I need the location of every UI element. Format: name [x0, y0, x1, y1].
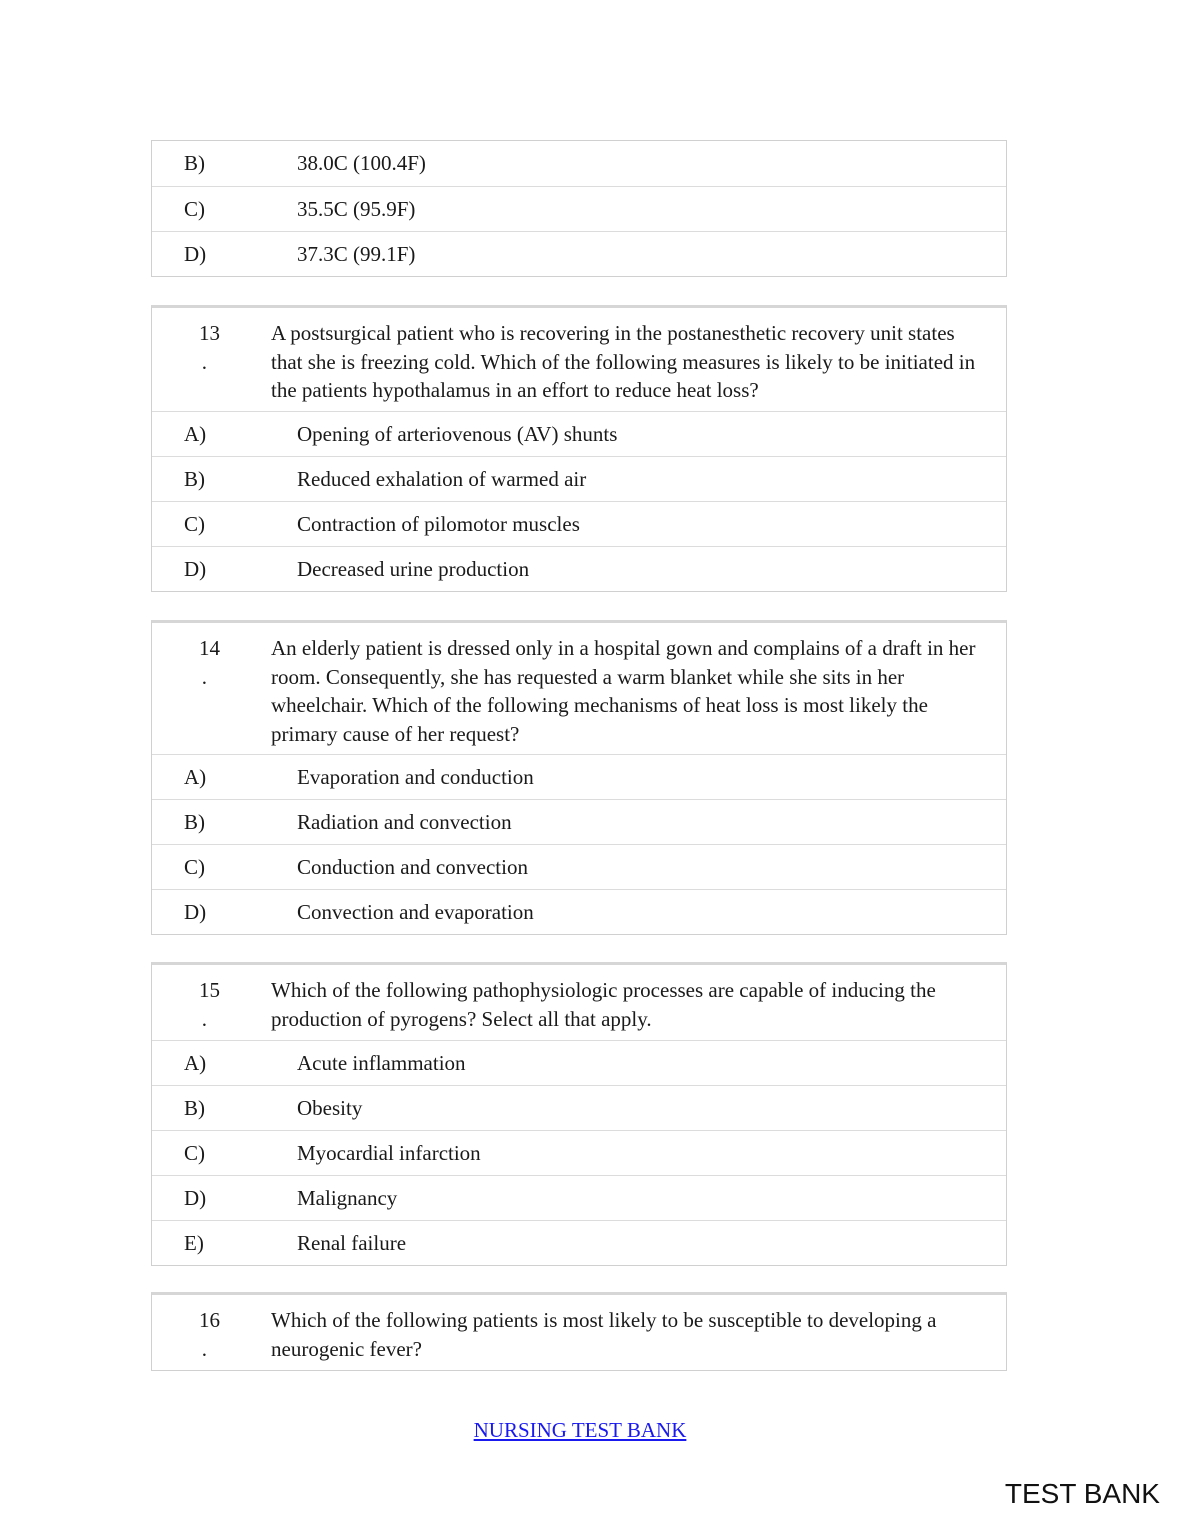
option-text: Malignancy	[297, 1186, 398, 1210]
question-number	[152, 976, 271, 1034]
option-text: Decreased urine production	[297, 556, 530, 581]
answer-option-b[interactable]	[152, 799, 1006, 844]
answer-option-c[interactable]	[152, 501, 1006, 546]
question-13-stem	[152, 308, 1006, 411]
question-number-value: 13	[199, 321, 220, 345]
option-text: 38.0C (100.4F)	[297, 151, 426, 175]
option-letter: A)	[184, 1051, 207, 1075]
option-text: Convection and evaporation	[297, 900, 534, 924]
option-letter: B)	[184, 151, 205, 175]
option-text: 37.3C (99.1F)	[297, 242, 416, 266]
option-text: Opening of arteriovenous (AV) shunts	[297, 421, 618, 446]
question-number-value: 16	[199, 1308, 220, 1332]
question-number-dot: .	[201, 350, 207, 374]
option-text: Conduction and convection	[297, 855, 528, 879]
question-number-value: 15	[199, 978, 220, 1002]
question-number-dot: .	[201, 1337, 207, 1361]
test-bank-watermark: TEST BANK	[1004, 1478, 1160, 1509]
option-text: Radiation and convection	[297, 810, 512, 834]
answer-option-e[interactable]	[152, 1220, 1006, 1265]
question-text: An elderly patient is dressed only in a hospital gown and complains of a draft in her room. Consequently, she has requested a warm blanket while she sits in her wheelchair. Which of the following mechanisms of heat loss is most likely the primary cause of her request?	[271, 636, 976, 746]
answer-option-c[interactable]	[152, 186, 1006, 231]
question-text: Which of the following patients is most likely to be susceptible to developing a neurogenic fever?	[271, 1308, 937, 1361]
option-text: Obesity	[297, 1096, 363, 1120]
question-number-dot: .	[201, 1007, 207, 1031]
option-letter: C)	[184, 1141, 205, 1165]
question-15-block	[151, 962, 1007, 1266]
question-14-block	[151, 620, 1007, 935]
answer-option-d[interactable]	[152, 546, 1006, 591]
answer-option-c[interactable]	[152, 1130, 1006, 1175]
option-letter: C)	[184, 197, 205, 221]
answer-option-b[interactable]	[152, 141, 1006, 186]
question-13-block	[151, 305, 1007, 592]
question-number-dot: .	[201, 665, 207, 689]
question-16-block	[151, 1292, 1007, 1371]
option-text: Reduced exhalation of warmed air	[297, 466, 587, 491]
option-letter: A)	[184, 765, 207, 789]
answer-option-a[interactable]	[152, 1040, 1006, 1085]
answer-option-a[interactable]	[152, 411, 1006, 456]
option-text: Evaporation and conduction	[297, 765, 534, 789]
option-letter: D)	[184, 556, 207, 581]
nursing-test-bank-link[interactable]: NURSING TEST BANK	[473, 1418, 687, 1442]
question-text: Which of the following pathophysiologic processes are capable of inducing the production of pyrogens? Select all that apply.	[271, 978, 936, 1031]
option-text: Contraction of pilomotor muscles	[297, 511, 580, 536]
question-number	[152, 1306, 271, 1364]
question-15-stem	[152, 965, 1006, 1040]
answer-option-b[interactable]	[152, 456, 1006, 501]
option-letter: D)	[184, 900, 207, 924]
question-number-value: 14	[199, 636, 220, 660]
option-letter: E)	[184, 1231, 204, 1255]
question-12-options-block	[151, 140, 1007, 277]
question-16-stem	[152, 1295, 1006, 1370]
answer-option-c[interactable]	[152, 844, 1006, 889]
answer-option-d[interactable]	[152, 889, 1006, 934]
option-letter: B)	[184, 1096, 205, 1120]
option-letter: C)	[184, 511, 205, 536]
question-number	[152, 319, 271, 377]
option-letter: C)	[184, 855, 205, 879]
option-text: 35.5C (95.9F)	[297, 197, 416, 221]
option-text: Acute inflammation	[297, 1051, 466, 1075]
question-text: A postsurgical patient who is recovering in the postanesthetic recovery unit states that she is freezing cold. Which of the following measures is likely to be initiated in the patients hypothalamus in an effort to reduce heat loss?	[271, 321, 976, 402]
option-letter: B)	[184, 810, 205, 834]
option-letter: B)	[184, 466, 205, 491]
option-letter: D)	[184, 1186, 207, 1210]
question-14-stem	[152, 623, 1006, 754]
option-text: Myocardial infarction	[297, 1141, 481, 1165]
answer-option-a[interactable]	[152, 754, 1006, 799]
answer-option-b[interactable]	[152, 1085, 1006, 1130]
option-letter: A)	[184, 421, 207, 446]
question-number	[152, 634, 271, 692]
option-text: Renal failure	[297, 1231, 407, 1255]
answer-option-d[interactable]	[152, 1175, 1006, 1220]
option-letter: D)	[184, 242, 207, 266]
answer-option-d[interactable]	[152, 231, 1006, 276]
